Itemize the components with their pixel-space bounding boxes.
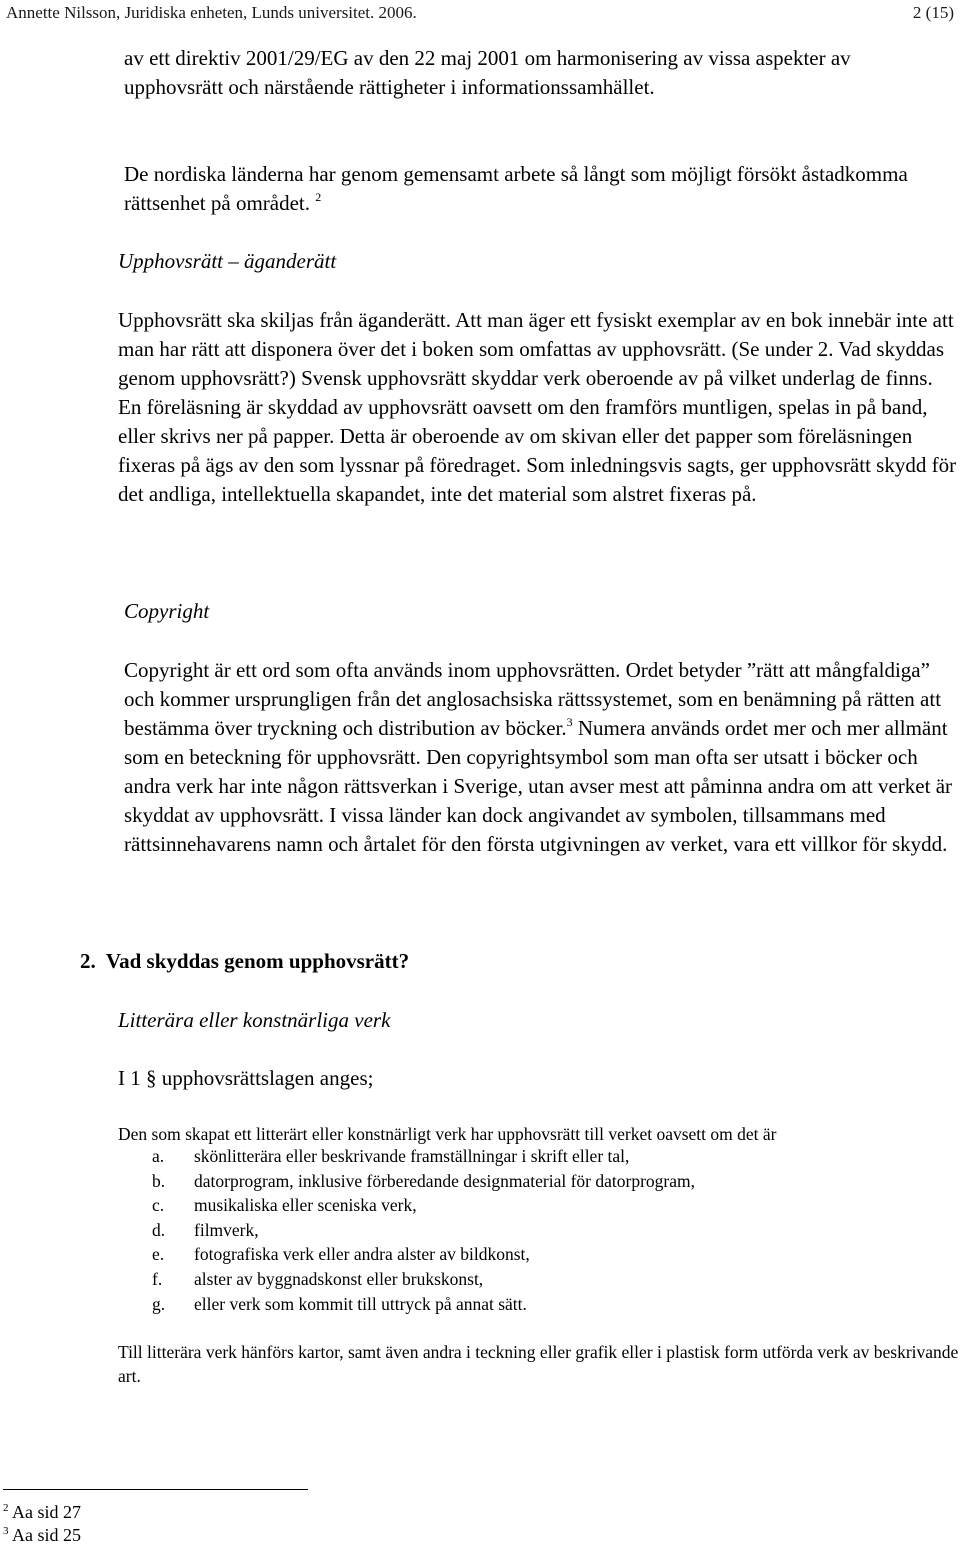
section-heading	[80, 947, 409, 976]
footnote-2-text: Aa sid 27	[12, 1502, 82, 1522]
list-item-marker: c.	[152, 1195, 165, 1216]
list-item	[152, 1169, 695, 1194]
list-item-text: musikaliska eller sceniska verk,	[194, 1195, 417, 1216]
paragraph-copyright	[124, 656, 954, 859]
page-number: 2 (15)	[912, 3, 954, 22]
list-item	[152, 1292, 695, 1317]
list-item	[152, 1218, 695, 1243]
list-item	[152, 1193, 695, 1218]
list-item-marker: f.	[152, 1268, 163, 1289]
list-item-marker: e.	[152, 1244, 165, 1265]
list-item-text: alster av byggnadskonst eller brukskonst,	[194, 1268, 484, 1289]
list-item-text: datorprogram, inklusive förberedande designmaterial för datorprogram,	[194, 1170, 695, 1191]
paragraph-nordic	[124, 160, 944, 218]
section-number: 2.	[80, 949, 96, 973]
work-types-list	[152, 1144, 695, 1316]
running-header-left: Annette Nilsson, Juridiska enheten, Lunds universitet. 2006.	[6, 3, 417, 22]
quote-intro: Den som skapat ett litterärt eller konstnärligt verk har upphovsrätt till verket oavsett om det är	[118, 1124, 777, 1144]
paragraph-copyright-text-a: Copyright är ett ord som ofta används inom upphovsrätten. Ordet betyder ”rätt att mångfaldiga” och kommer ursprungligen från det anglosachsiska rättssystemet, som en benämning på rätten att bestämma över tryckning och distribution av böcker.	[124, 658, 942, 740]
footnote-2	[3, 1501, 81, 1523]
section-title: Vad skyddas genom upphovsrätt?	[105, 949, 410, 973]
subheading-litterara: Litterära eller konstnärliga verk	[118, 1008, 391, 1032]
subheading-copyright: Copyright	[124, 599, 210, 623]
footnote-divider	[3, 1489, 308, 1490]
list-item-text: fotografiska verk eller andra alster av bildkonst,	[194, 1244, 530, 1265]
paragraph-maps: Till litterära verk hänförs kartor, samt även andra i teckning eller grafik eller i plastisk form utförda verk av beskrivande art.	[118, 1342, 959, 1386]
list-item	[152, 1144, 695, 1169]
footnote-ref-2: 2	[315, 190, 322, 204]
subheading-upphovsratt-aganderatt: Upphovsrätt – äganderätt	[118, 249, 337, 273]
paragraph-nordic-text: De nordiska länderna har genom gemensamt arbete så långt som möjligt försökt åstadkomma rättsenhet på området.	[124, 162, 908, 215]
footnote-2-number: 2	[3, 1502, 9, 1514]
list-item-marker: b.	[152, 1170, 166, 1191]
paragraph-copyright-text-b: Numera används ordet mer och mer allmänt som en beteckning för upphovsrätt. Den copyrightsymbol som man ofta ser utsatt i böcker och andra verk har inte någon rättsverkan i Sverige, utan avser mest att påminna andra om att verket är skyddat av upphovsrätt. I vissa länder kan dock angivandet av symbolen, tillsammans med rättsinnehavarens namn och årtalet för den första utgivningen av verket, vara ett villkor för skydd.	[124, 716, 953, 856]
paragraph-ownership: Upphovsrätt ska skiljas från äganderätt. Att man äger ett fysiskt exemplar av en bok innebär inte att man har rätt att disponera över det i boken som omfattas av upphovsrätt. (Se under 2. Vad skyddas genom upphovsrätt?) Svensk upphovsrätt skyddar verk oberoende av på vilket underlag de finns. En föreläsning är skyddad av upphovsrätt oavsett om den framförs muntligen, spelas in på band, eller skrivs ner på papper. Detta är oberoende av om skivan eller det papper som föreläsningen fixeras på ägs av den som lyssnar på föredraget. Som inledningsvis sagts, ger upphovsrätt skydd för det andliga, intellektuella skapandet, inte det material som alstret fixeras på.	[118, 308, 957, 506]
list-item-text: skönlitterära eller beskrivande framställningar i skrift eller tal,	[194, 1146, 630, 1166]
paragraph-law-reference: I 1 § upphovsrättslagen anges;	[118, 1066, 374, 1090]
footnote-3-number: 3	[3, 1525, 9, 1537]
footnote-3	[3, 1524, 81, 1546]
list-item	[152, 1267, 695, 1292]
list-item	[152, 1242, 695, 1267]
list-item-text: filmverk,	[194, 1219, 259, 1240]
list-item-marker: g.	[152, 1293, 166, 1314]
list-item-marker: a.	[152, 1146, 165, 1166]
list-item-text: eller verk som kommit till uttryck på annat sätt.	[194, 1293, 527, 1314]
footnote-3-text: Aa sid 25	[12, 1525, 82, 1545]
list-item-marker: d.	[152, 1219, 166, 1240]
footnote-ref-3: 3	[566, 715, 573, 729]
paragraph-directive: av ett direktiv 2001/29/EG av den 22 maj 2001 om harmonisering av vissa aspekter av upphovsrätt och närstående rättigheter i informationssamhället.	[124, 46, 851, 99]
